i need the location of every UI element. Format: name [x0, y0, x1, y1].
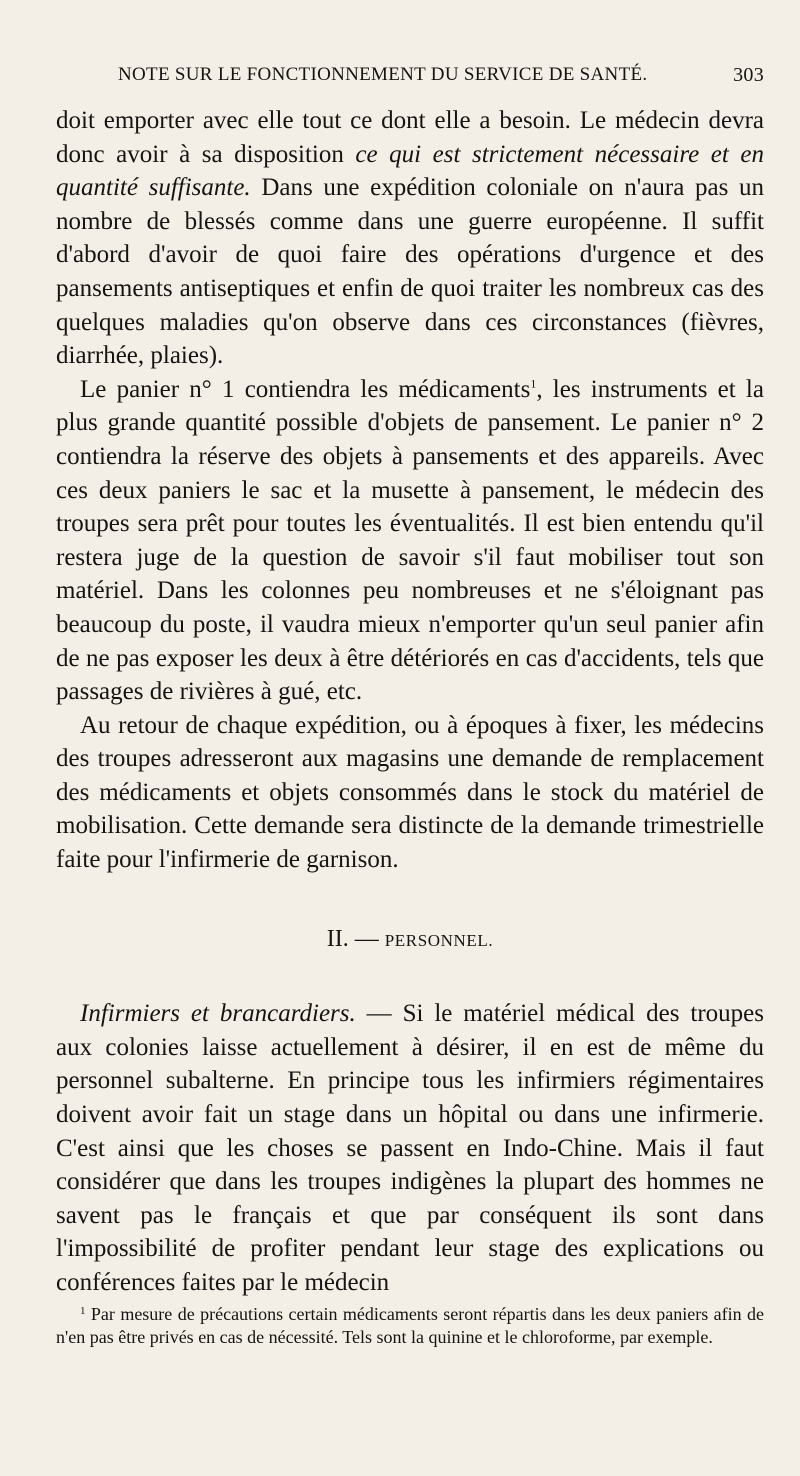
section-heading	[56, 923, 764, 958]
footnote-text: Par mesure de précautions certain médicaments seront répartis dans les deux paniers afin de n'en pas être privés en cas de nécessité. Tels sont la quinine et le chloroforme, par exemple.	[56, 1303, 764, 1347]
body-text	[56, 104, 764, 1349]
paragraph-3: Au retour de chaque expédition, ou à époques à fixer, les médecins des troupes adresseront aux magasins une demande de remplacement des médicaments et objets consommés dans le stock du matériel de mobilisation. Cette demande sera distincte de la demande trimestrielle faite pour l'infirmerie de garnison.	[56, 711, 764, 874]
paragraph-1-start: doit emporter avec elle tout ce dont elle a besoin. Le médecin devra donc avoir à sa disposition	[56, 107, 764, 168]
paragraph-2-end: , les instruments et la plus grande quantité possible d'objets de pansement. Le panier n° 2 contiendra la réserve des objets à pansements et des appareils. Avec ces deux paniers le sac et la musette à pansement, le médecin des troupes sera prêt pour toutes les éventualités. Il est bien entendu qu'il restera juge de la question de savoir s'il faut mobiliser tout son matériel. Dans les colonnes peu nombreuses et ne s'éloignant pas beaucoup du poste, il vaudra mieux n'emporter qu'un seul panier afin de ne pas exposer les deux à être détériorés en cas d'accidents, tels que passages de rivières à gué, etc.	[56, 375, 764, 706]
paragraph-2	[56, 373, 764, 709]
paragraph-1	[56, 104, 764, 373]
paragraph-2-start: Le panier n° 1 contiendra les médicaments	[80, 375, 531, 403]
running-header-title: NOTE SUR LE FONCTIONNEMENT DU SERVICE DE SANTÉ.	[118, 64, 648, 85]
section-title: PERSONNEL.	[384, 930, 494, 950]
footnote-mark: 1	[80, 1304, 86, 1317]
section-number: II. —	[326, 925, 379, 952]
section-paragraph	[56, 997, 764, 1299]
footnote-reference: 1	[530, 376, 537, 391]
paragraph-1-end: Dans une expédition coloniale on n'aura pas un nombre de blessés comme dans une guerre européenne. Il suffit d'abord d'avoir de quoi faire des opérations d'urgence et des pansements antiseptiques et enfin de quoi traiter les nombreux cas des quelques maladies qu'on observe dans ces circonstances (fièvres, diarrhée, plaies).	[56, 174, 764, 370]
paragraph-1-italic: ce qui est strictement nécessaire et en quantité suffisante.	[56, 140, 764, 202]
footnote	[56, 1300, 764, 1349]
section-paragraph-lead: Infirmiers et brancardiers.	[80, 1000, 356, 1028]
page-number: 303	[733, 64, 764, 86]
running-header	[118, 64, 764, 94]
section-paragraph-text: — Si le matériel médical des troupes aux colonies laisse actuellement à désirer, il en est de même du personnel subalterne. En principe tous les infirmiers régimentaires doivent avoir fait un stage dans un hôpital ou dans une infirmerie. C'est ainsi que les choses se passent en Indo-Chine. Mais il faut considérer que dans les troupes indigènes la plupart des hommes ne savent pas le français et que par conséquent ils sont dans l'impossibilité de profiter pendant leur stage des explications ou conférences faites par le médecin	[56, 1000, 764, 1296]
